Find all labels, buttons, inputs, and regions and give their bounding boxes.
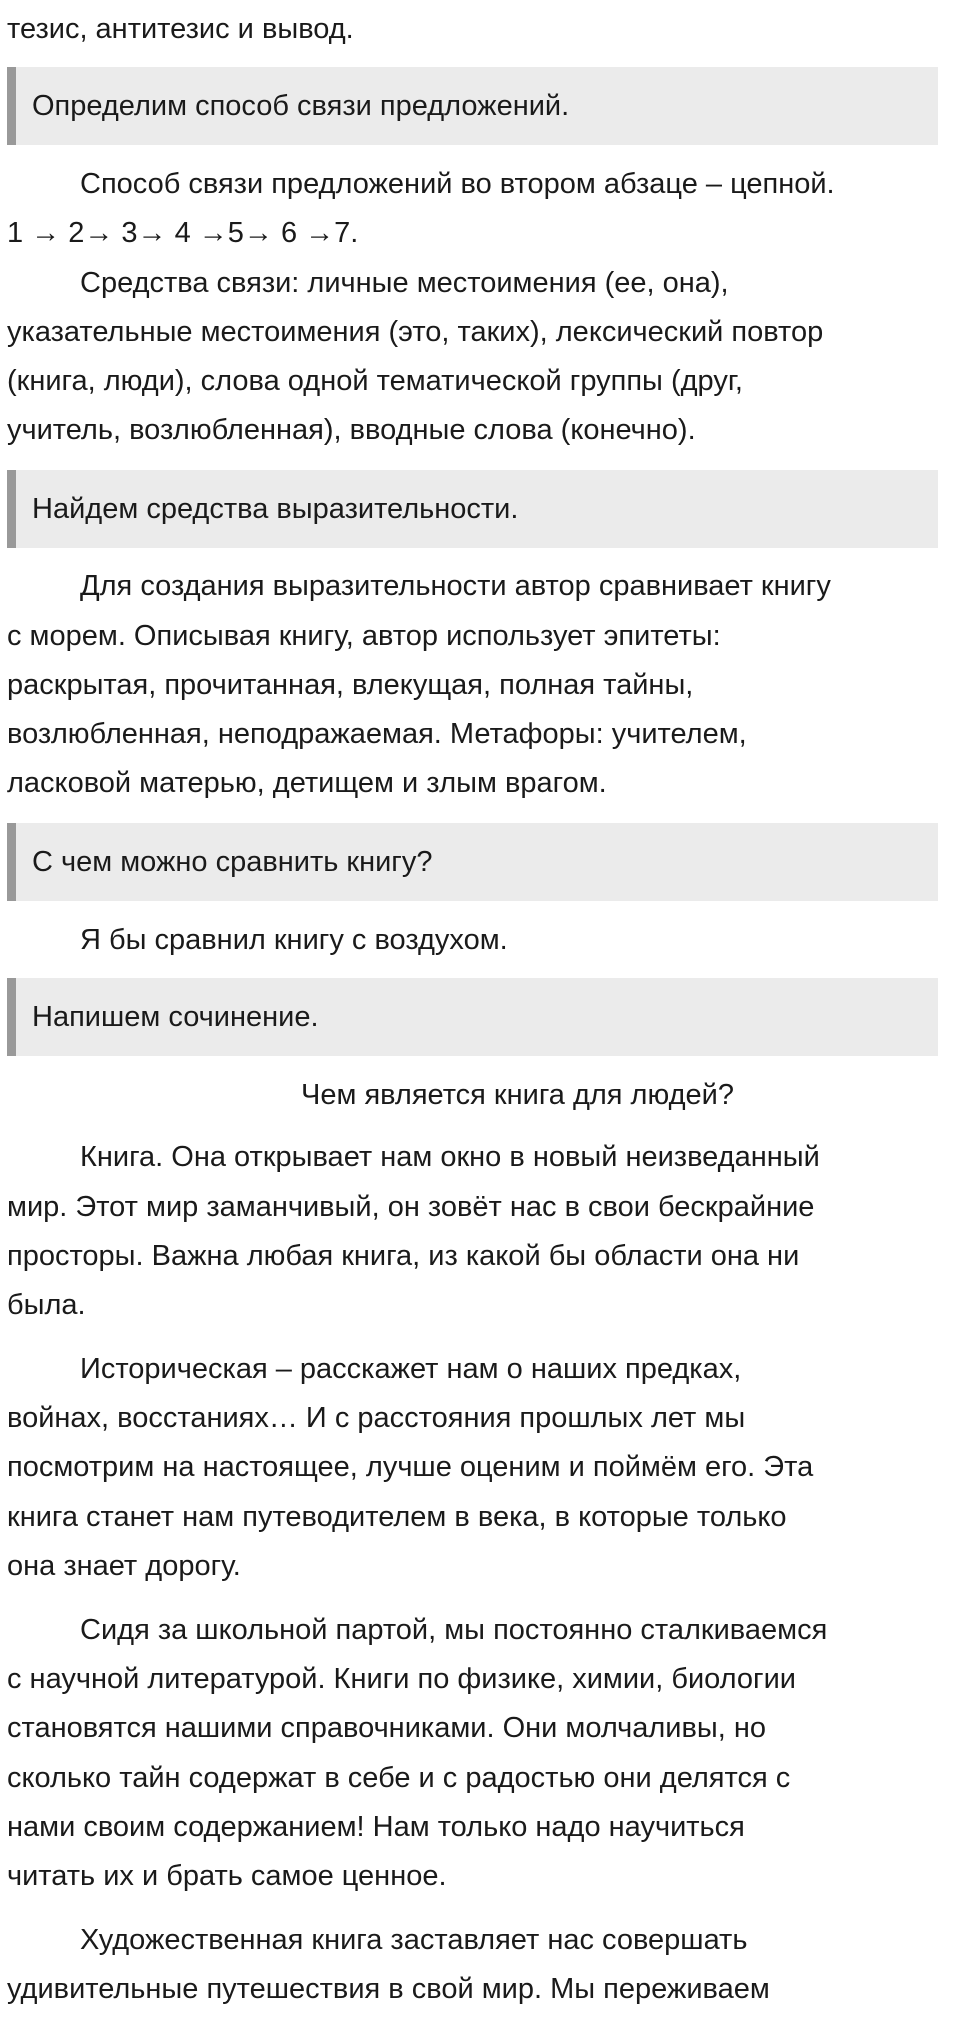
section-heading-comparison: [7, 823, 938, 901]
intro-line: тезис, антитезис и вывод.: [7, 13, 354, 45]
essay-line: войнах, восстаниях… И с расстояния прошлых лет мы: [7, 1402, 746, 1434]
essay-line: Художественная книга заставляет нас совершать: [80, 1924, 748, 1956]
essay-line: была.: [7, 1289, 86, 1321]
essay-line: она знает дорогу.: [7, 1550, 241, 1582]
essay-line: читать их и брать самое ценное.: [7, 1860, 447, 1892]
section-heading-text: С чем можно сравнить книгу?: [32, 846, 433, 878]
essay-line: становятся нашими справочниками. Они молчаливы, но: [7, 1712, 766, 1744]
essay-line: книга станет нам путеводителем в века, в которые только: [7, 1501, 787, 1533]
essay-line: удивительные путешествия в свой мир. Мы переживаем: [7, 1973, 770, 2005]
paragraph-line: Средства связи: личные местоимения (ее, она),: [80, 267, 729, 299]
section-heading-essay: [7, 978, 938, 1056]
essay-title: Чем является книга для людей?: [301, 1079, 734, 1111]
paragraph-line: раскрытая, прочитанная, влекущая, полная тайны,: [7, 669, 694, 701]
essay-line: Сидя за школьной партой, мы постоянно сталкиваемся: [80, 1614, 828, 1646]
section-heading-expressiveness: [7, 470, 938, 548]
essay-line: посмотрим на настоящее, лучше оценим и поймём его. Эта: [7, 1451, 814, 1483]
paragraph-line: возлюбленная, неподражаемая. Метафоры: учителем,: [7, 718, 747, 750]
essay-line: сколько тайн содержат в себе и с радостью они делятся с: [7, 1762, 791, 1794]
section-heading-connection: [7, 67, 938, 145]
paragraph-line: ласковой матерью, детищем и злым врагом.: [7, 767, 607, 799]
paragraph-line: 1 → 2→ 3→ 4 →5→ 6 →7.: [7, 217, 359, 249]
section-heading-text: Напишем сочинение.: [32, 1001, 319, 1033]
essay-line: нами своим содержанием! Нам только надо научиться: [7, 1811, 745, 1843]
essay-line: Историческая – расскажет нам о наших предках,: [80, 1353, 742, 1385]
essay-line: с научной литературой. Книги по физике, химии, биологии: [7, 1663, 797, 1695]
section-heading-text: Найдем средства выразительности.: [32, 493, 519, 525]
paragraph-line: (книга, люди), слова одной тематической группы (друг,: [7, 365, 743, 397]
paragraph-line: с морем. Описывая книгу, автор использует эпитеты:: [7, 620, 721, 652]
essay-line: просторы. Важна любая книга, из какой бы области она ни: [7, 1240, 800, 1272]
essay-line: Книга. Она открывает нам окно в новый неизведанный: [80, 1141, 820, 1173]
section-heading-text: Определим способ связи предложений.: [32, 90, 570, 122]
essay-line: мир. Этот мир заманчивый, он зовёт нас в свои бескрайние: [7, 1191, 815, 1223]
paragraph-line: Способ связи предложений во втором абзаце – цепной.: [80, 168, 835, 200]
paragraph-line: Я бы сравнил книгу с воздухом.: [80, 924, 508, 956]
paragraph-line: учитель, возлюбленная), вводные слова (конечно).: [7, 414, 696, 446]
paragraph-line: Для создания выразительности автор сравнивает книгу: [80, 570, 831, 602]
paragraph-line: указательные местоимения (это, таких), лексический повтор: [7, 316, 824, 348]
